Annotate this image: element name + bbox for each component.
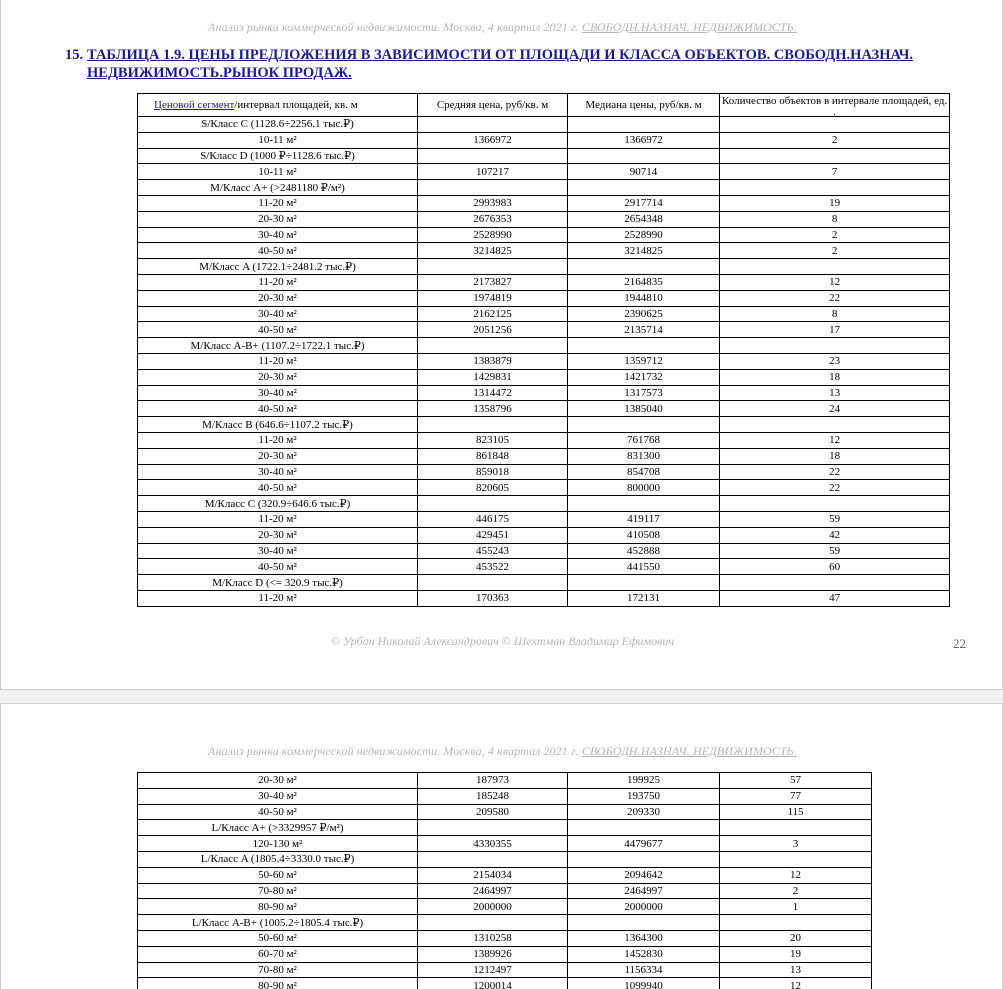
area-interval-cell: 11-20 м² bbox=[138, 590, 418, 606]
median-price-cell bbox=[568, 851, 720, 867]
table-row bbox=[138, 243, 950, 259]
median-price-cell: 410508 bbox=[568, 527, 720, 543]
average-price-cell: 209580 bbox=[418, 804, 568, 820]
table-row bbox=[138, 899, 872, 915]
count-cell: 22 bbox=[720, 464, 950, 480]
median-price-cell: 1099940 bbox=[568, 978, 720, 989]
segment-label: M/Класс B (646.6÷1107.2 тыс.₽) bbox=[138, 417, 418, 433]
table-row bbox=[138, 290, 950, 306]
area-interval-cell: 20-30 м² bbox=[138, 290, 418, 306]
area-interval-cell: 30-40 м² bbox=[138, 227, 418, 243]
area-interval-cell: 70-80 м² bbox=[138, 883, 418, 899]
table-body-page1 bbox=[138, 117, 950, 607]
count-cell: 18 bbox=[720, 369, 950, 385]
area-interval-cell: 11-20 м² bbox=[138, 511, 418, 527]
average-price-cell: 820605 bbox=[418, 480, 568, 496]
segment-row bbox=[138, 851, 872, 867]
area-interval-cell: 30-40 м² bbox=[138, 788, 418, 804]
running-header-prefix: Анализ рынка коммерческой недвижимости. Москва, 4 квартал 2021 г. bbox=[208, 744, 582, 758]
table-row bbox=[138, 227, 950, 243]
section-title bbox=[65, 46, 945, 82]
area-interval-cell: 40-50 м² bbox=[138, 243, 418, 259]
count-cell: 22 bbox=[720, 480, 950, 496]
segment-label: M/Класс A+ (>2481180 ₽/м²) bbox=[138, 180, 418, 196]
count-cell bbox=[720, 180, 950, 196]
median-price-cell bbox=[568, 575, 720, 591]
average-price-cell: 1200014 bbox=[418, 978, 568, 989]
copyright-footer: © Урбан Николай Александрович © Шехтман Владимир Ефимович bbox=[330, 634, 675, 648]
count-cell: 60 bbox=[720, 559, 950, 575]
table-row bbox=[138, 401, 950, 417]
count-cell: 8 bbox=[720, 211, 950, 227]
running-header-prefix: Анализ рынка коммерческой недвижимости. Москва, 4 квартал 2021 г. bbox=[208, 20, 582, 34]
section-title-line1: ТАБЛИЦА 1.9. ЦЕНЫ ПРЕДЛОЖЕНИЯ В ЗАВИСИМОСТИ ОТ ПЛОЩАДИ И КЛАССА ОБЪЕКТОВ. СВОБОДН.НАЗНАЧ. bbox=[87, 47, 914, 63]
table-row bbox=[138, 930, 872, 946]
median-price-cell: 441550 bbox=[568, 559, 720, 575]
average-price-cell: 1429831 bbox=[418, 369, 568, 385]
average-price-cell: 429451 bbox=[418, 527, 568, 543]
segment-row bbox=[138, 180, 950, 196]
table-row bbox=[138, 306, 950, 322]
count-cell bbox=[720, 338, 950, 354]
median-price-cell: 1317573 bbox=[568, 385, 720, 401]
average-price-cell: 1389926 bbox=[418, 946, 568, 962]
count-cell bbox=[720, 417, 950, 433]
area-interval-cell: 10-11 м² bbox=[138, 132, 418, 148]
average-price-cell: 1212497 bbox=[418, 962, 568, 978]
running-header bbox=[1, 744, 1003, 759]
median-price-cell: 2390625 bbox=[568, 306, 720, 322]
count-cell bbox=[720, 915, 872, 931]
median-price-cell bbox=[568, 148, 720, 164]
header-object-count bbox=[720, 94, 950, 117]
table-row bbox=[138, 559, 950, 575]
segment-row bbox=[138, 915, 872, 931]
average-price-cell: 861848 bbox=[418, 448, 568, 464]
count-cell: 59 bbox=[720, 511, 950, 527]
median-price-cell: 199925 bbox=[568, 773, 720, 789]
area-interval-cell: 30-40 м² bbox=[138, 306, 418, 322]
table-row bbox=[138, 590, 950, 606]
median-price-cell bbox=[568, 417, 720, 433]
table-row bbox=[138, 164, 950, 180]
median-price-cell: 4479677 bbox=[568, 836, 720, 852]
count-cell: 13 bbox=[720, 385, 950, 401]
table-row bbox=[138, 773, 872, 789]
average-price-cell: 2162125 bbox=[418, 306, 568, 322]
running-header-topic: СВОБОДН.НАЗНАЧ. НЕДВИЖИМОСТЬ. bbox=[581, 20, 797, 34]
price-table-page2 bbox=[137, 772, 872, 989]
average-price-cell: 1974819 bbox=[418, 290, 568, 306]
average-price-cell bbox=[418, 148, 568, 164]
running-header bbox=[1, 20, 1003, 35]
table-row bbox=[138, 867, 872, 883]
table-row bbox=[138, 788, 872, 804]
count-cell: 24 bbox=[720, 401, 950, 417]
header-dot: . bbox=[833, 106, 836, 117]
area-interval-cell: 50-60 м² bbox=[138, 867, 418, 883]
average-price-cell: 2993983 bbox=[418, 195, 568, 211]
count-cell: 8 bbox=[720, 306, 950, 322]
area-interval-cell: 11-20 м² bbox=[138, 353, 418, 369]
median-price-cell: 209330 bbox=[568, 804, 720, 820]
average-price-cell: 107217 bbox=[418, 164, 568, 180]
area-interval-cell: 10-11 м² bbox=[138, 164, 418, 180]
count-cell: 17 bbox=[720, 322, 950, 338]
average-price-cell: 1358796 bbox=[418, 401, 568, 417]
average-price-cell: 455243 bbox=[418, 543, 568, 559]
average-price-cell: 453522 bbox=[418, 559, 568, 575]
average-price-cell: 1366972 bbox=[418, 132, 568, 148]
running-header-topic: СВОБОДН.НАЗНАЧ. НЕДВИЖИМОСТЬ. bbox=[581, 744, 797, 758]
average-price-cell: 4330355 bbox=[418, 836, 568, 852]
count-cell: 7 bbox=[720, 164, 950, 180]
table-row bbox=[138, 369, 950, 385]
median-price-cell: 831300 bbox=[568, 448, 720, 464]
median-price-cell: 2917714 bbox=[568, 195, 720, 211]
median-price-cell: 90714 bbox=[568, 164, 720, 180]
segment-label: S/Класс D (1000 ₽÷1128.6 тыс.₽) bbox=[138, 148, 418, 164]
segment-label: L/Класс A+ (>3329957 ₽/м²) bbox=[138, 820, 418, 836]
area-interval-cell: 80-90 м² bbox=[138, 899, 418, 915]
table-row bbox=[138, 448, 950, 464]
area-interval-cell: 40-50 м² bbox=[138, 559, 418, 575]
segment-label: M/Класс A-B+ (1107.2÷1722.1 тыс.₽) bbox=[138, 338, 418, 354]
count-cell bbox=[720, 117, 950, 133]
area-interval-cell: 11-20 м² bbox=[138, 432, 418, 448]
table-row bbox=[138, 464, 950, 480]
table-row bbox=[138, 432, 950, 448]
average-price-cell: 2173827 bbox=[418, 274, 568, 290]
median-price-cell: 419117 bbox=[568, 511, 720, 527]
count-cell: 2 bbox=[720, 132, 950, 148]
table-row bbox=[138, 480, 950, 496]
count-cell bbox=[720, 851, 872, 867]
median-price-cell: 452888 bbox=[568, 543, 720, 559]
header-segment-rest: /интервал площадей, кв. м bbox=[234, 99, 358, 111]
segment-row bbox=[138, 338, 950, 354]
table-row bbox=[138, 385, 950, 401]
average-price-cell: 446175 bbox=[418, 511, 568, 527]
section-number: 15. bbox=[65, 47, 84, 63]
table-row bbox=[138, 883, 872, 899]
table-row bbox=[138, 978, 872, 989]
average-price-cell bbox=[418, 496, 568, 512]
header-average-price: Средняя цена, руб/кв. м bbox=[418, 94, 568, 117]
page-number: 22 bbox=[953, 636, 966, 651]
median-price-cell: 854708 bbox=[568, 464, 720, 480]
section-title-line2: НЕДВИЖИМОСТЬ.РЫНОК ПРОДАЖ. bbox=[87, 65, 352, 81]
count-cell bbox=[720, 820, 872, 836]
area-interval-cell: 30-40 м² bbox=[138, 385, 418, 401]
count-cell: 20 bbox=[720, 930, 872, 946]
table-body-page2 bbox=[138, 773, 872, 989]
average-price-cell: 1310258 bbox=[418, 930, 568, 946]
average-price-cell bbox=[418, 180, 568, 196]
area-interval-cell: 120-130 м² bbox=[138, 836, 418, 852]
segment-row bbox=[138, 417, 950, 433]
area-interval-cell: 80-90 м² bbox=[138, 978, 418, 989]
average-price-cell bbox=[418, 820, 568, 836]
average-price-cell: 185248 bbox=[418, 788, 568, 804]
average-price-cell bbox=[418, 259, 568, 275]
table-row bbox=[138, 527, 950, 543]
average-price-cell bbox=[418, 915, 568, 931]
area-interval-cell: 30-40 м² bbox=[138, 543, 418, 559]
area-interval-cell: 20-30 м² bbox=[138, 211, 418, 227]
median-price-cell bbox=[568, 496, 720, 512]
table-row bbox=[138, 211, 950, 227]
median-price-cell: 1366972 bbox=[568, 132, 720, 148]
average-price-cell: 2051256 bbox=[418, 322, 568, 338]
area-interval-cell: 11-20 м² bbox=[138, 274, 418, 290]
average-price-cell: 859018 bbox=[418, 464, 568, 480]
average-price-cell: 2000000 bbox=[418, 899, 568, 915]
count-cell: 47 bbox=[720, 590, 950, 606]
table-row bbox=[138, 946, 872, 962]
median-price-cell bbox=[568, 820, 720, 836]
median-price-cell: 2464997 bbox=[568, 883, 720, 899]
segment-row bbox=[138, 259, 950, 275]
table-row bbox=[138, 132, 950, 148]
table-row bbox=[138, 543, 950, 559]
average-price-cell: 823105 bbox=[418, 432, 568, 448]
segment-row bbox=[138, 117, 950, 133]
average-price-cell: 2154034 bbox=[418, 867, 568, 883]
average-price-cell: 170363 bbox=[418, 590, 568, 606]
count-cell: 12 bbox=[720, 867, 872, 883]
median-price-cell: 193750 bbox=[568, 788, 720, 804]
average-price-cell: 3214825 bbox=[418, 243, 568, 259]
count-cell: 77 bbox=[720, 788, 872, 804]
table-row bbox=[138, 804, 872, 820]
area-interval-cell: 40-50 м² bbox=[138, 804, 418, 820]
count-cell: 22 bbox=[720, 290, 950, 306]
area-interval-cell: 40-50 м² bbox=[138, 480, 418, 496]
area-interval-cell: 11-20 м² bbox=[138, 195, 418, 211]
table-row bbox=[138, 962, 872, 978]
segment-label: L/Класс A-B+ (1005.2÷1805.4 тыс.₽) bbox=[138, 915, 418, 931]
table-row bbox=[138, 836, 872, 852]
average-price-cell bbox=[418, 117, 568, 133]
table-row bbox=[138, 195, 950, 211]
median-price-cell: 1364300 bbox=[568, 930, 720, 946]
count-cell: 12 bbox=[720, 978, 872, 989]
count-cell bbox=[720, 148, 950, 164]
median-price-cell bbox=[568, 259, 720, 275]
area-interval-cell: 70-80 м² bbox=[138, 962, 418, 978]
median-price-cell bbox=[568, 180, 720, 196]
count-cell: 3 bbox=[720, 836, 872, 852]
area-interval-cell: 50-60 м² bbox=[138, 930, 418, 946]
median-price-cell: 2135714 bbox=[568, 322, 720, 338]
count-cell: 2 bbox=[720, 883, 872, 899]
area-interval-cell: 20-30 м² bbox=[138, 448, 418, 464]
average-price-cell: 1314472 bbox=[418, 385, 568, 401]
table-row bbox=[138, 353, 950, 369]
table-row bbox=[138, 511, 950, 527]
median-price-cell: 2528990 bbox=[568, 227, 720, 243]
count-cell: 2 bbox=[720, 227, 950, 243]
count-cell: 23 bbox=[720, 353, 950, 369]
segment-row bbox=[138, 148, 950, 164]
median-price-cell bbox=[568, 338, 720, 354]
average-price-cell: 2528990 bbox=[418, 227, 568, 243]
segment-label: S/Класс C (1128.6÷2256.1 тыс.₽) bbox=[138, 117, 418, 133]
count-cell: 115 bbox=[720, 804, 872, 820]
count-cell: 12 bbox=[720, 274, 950, 290]
average-price-cell bbox=[418, 575, 568, 591]
segment-row bbox=[138, 496, 950, 512]
median-price-cell: 800000 bbox=[568, 480, 720, 496]
average-price-cell bbox=[418, 851, 568, 867]
segment-row bbox=[138, 820, 872, 836]
area-interval-cell: 40-50 м² bbox=[138, 322, 418, 338]
count-cell: 12 bbox=[720, 432, 950, 448]
median-price-cell: 1156334 bbox=[568, 962, 720, 978]
area-interval-cell: 20-30 м² bbox=[138, 369, 418, 385]
segment-label: M/Класс C (320.9÷646.6 тыс.₽) bbox=[138, 496, 418, 512]
median-price-cell: 1385040 bbox=[568, 401, 720, 417]
document-page-2 bbox=[0, 703, 1003, 989]
header-object-count-text: Количество объектов в интервале площадей, ед. bbox=[722, 95, 948, 107]
count-cell: 2 bbox=[720, 243, 950, 259]
median-price-cell: 2164835 bbox=[568, 274, 720, 290]
median-price-cell: 1944810 bbox=[568, 290, 720, 306]
area-interval-cell: 40-50 м² bbox=[138, 401, 418, 417]
average-price-cell: 1383879 bbox=[418, 353, 568, 369]
median-price-cell bbox=[568, 915, 720, 931]
count-cell: 19 bbox=[720, 946, 872, 962]
median-price-cell: 2654348 bbox=[568, 211, 720, 227]
area-interval-cell: 30-40 м² bbox=[138, 464, 418, 480]
count-cell: 42 bbox=[720, 527, 950, 543]
price-table-page1 bbox=[137, 93, 950, 607]
table-row bbox=[138, 274, 950, 290]
count-cell: 18 bbox=[720, 448, 950, 464]
average-price-cell bbox=[418, 338, 568, 354]
median-price-cell bbox=[568, 117, 720, 133]
average-price-cell bbox=[418, 417, 568, 433]
count-cell: 13 bbox=[720, 962, 872, 978]
count-cell: 1 bbox=[720, 899, 872, 915]
median-price-cell: 172131 bbox=[568, 590, 720, 606]
median-price-cell: 2000000 bbox=[568, 899, 720, 915]
median-price-cell: 1359712 bbox=[568, 353, 720, 369]
average-price-cell: 2676353 bbox=[418, 211, 568, 227]
area-interval-cell: 60-70 м² bbox=[138, 946, 418, 962]
median-price-cell: 2094642 bbox=[568, 867, 720, 883]
count-cell: 19 bbox=[720, 195, 950, 211]
area-interval-cell: 20-30 м² bbox=[138, 527, 418, 543]
count-cell bbox=[720, 575, 950, 591]
segment-label: M/Класс A (1722.1÷2481.2 тыс.₽) bbox=[138, 259, 418, 275]
count-cell bbox=[720, 259, 950, 275]
table-header-row bbox=[138, 94, 950, 117]
area-interval-cell: 20-30 м² bbox=[138, 773, 418, 789]
segment-label: L/Класс A (1805.4÷3330.0 тыс.₽) bbox=[138, 851, 418, 867]
average-price-cell: 2464997 bbox=[418, 883, 568, 899]
median-price-cell: 1421732 bbox=[568, 369, 720, 385]
price-segment-link[interactable]: Ценовой сегмент bbox=[154, 99, 235, 111]
median-price-cell: 1452830 bbox=[568, 946, 720, 962]
count-cell bbox=[720, 496, 950, 512]
header-median-price: Медиана цены, руб/кв. м bbox=[568, 94, 720, 117]
table-row bbox=[138, 322, 950, 338]
segment-label: M/Класс D (<= 320.9 тыс.₽) bbox=[138, 575, 418, 591]
average-price-cell: 187973 bbox=[418, 773, 568, 789]
median-price-cell: 3214825 bbox=[568, 243, 720, 259]
count-cell: 59 bbox=[720, 543, 950, 559]
count-cell: 57 bbox=[720, 773, 872, 789]
segment-row bbox=[138, 575, 950, 591]
median-price-cell: 761768 bbox=[568, 432, 720, 448]
header-segment bbox=[138, 94, 418, 117]
